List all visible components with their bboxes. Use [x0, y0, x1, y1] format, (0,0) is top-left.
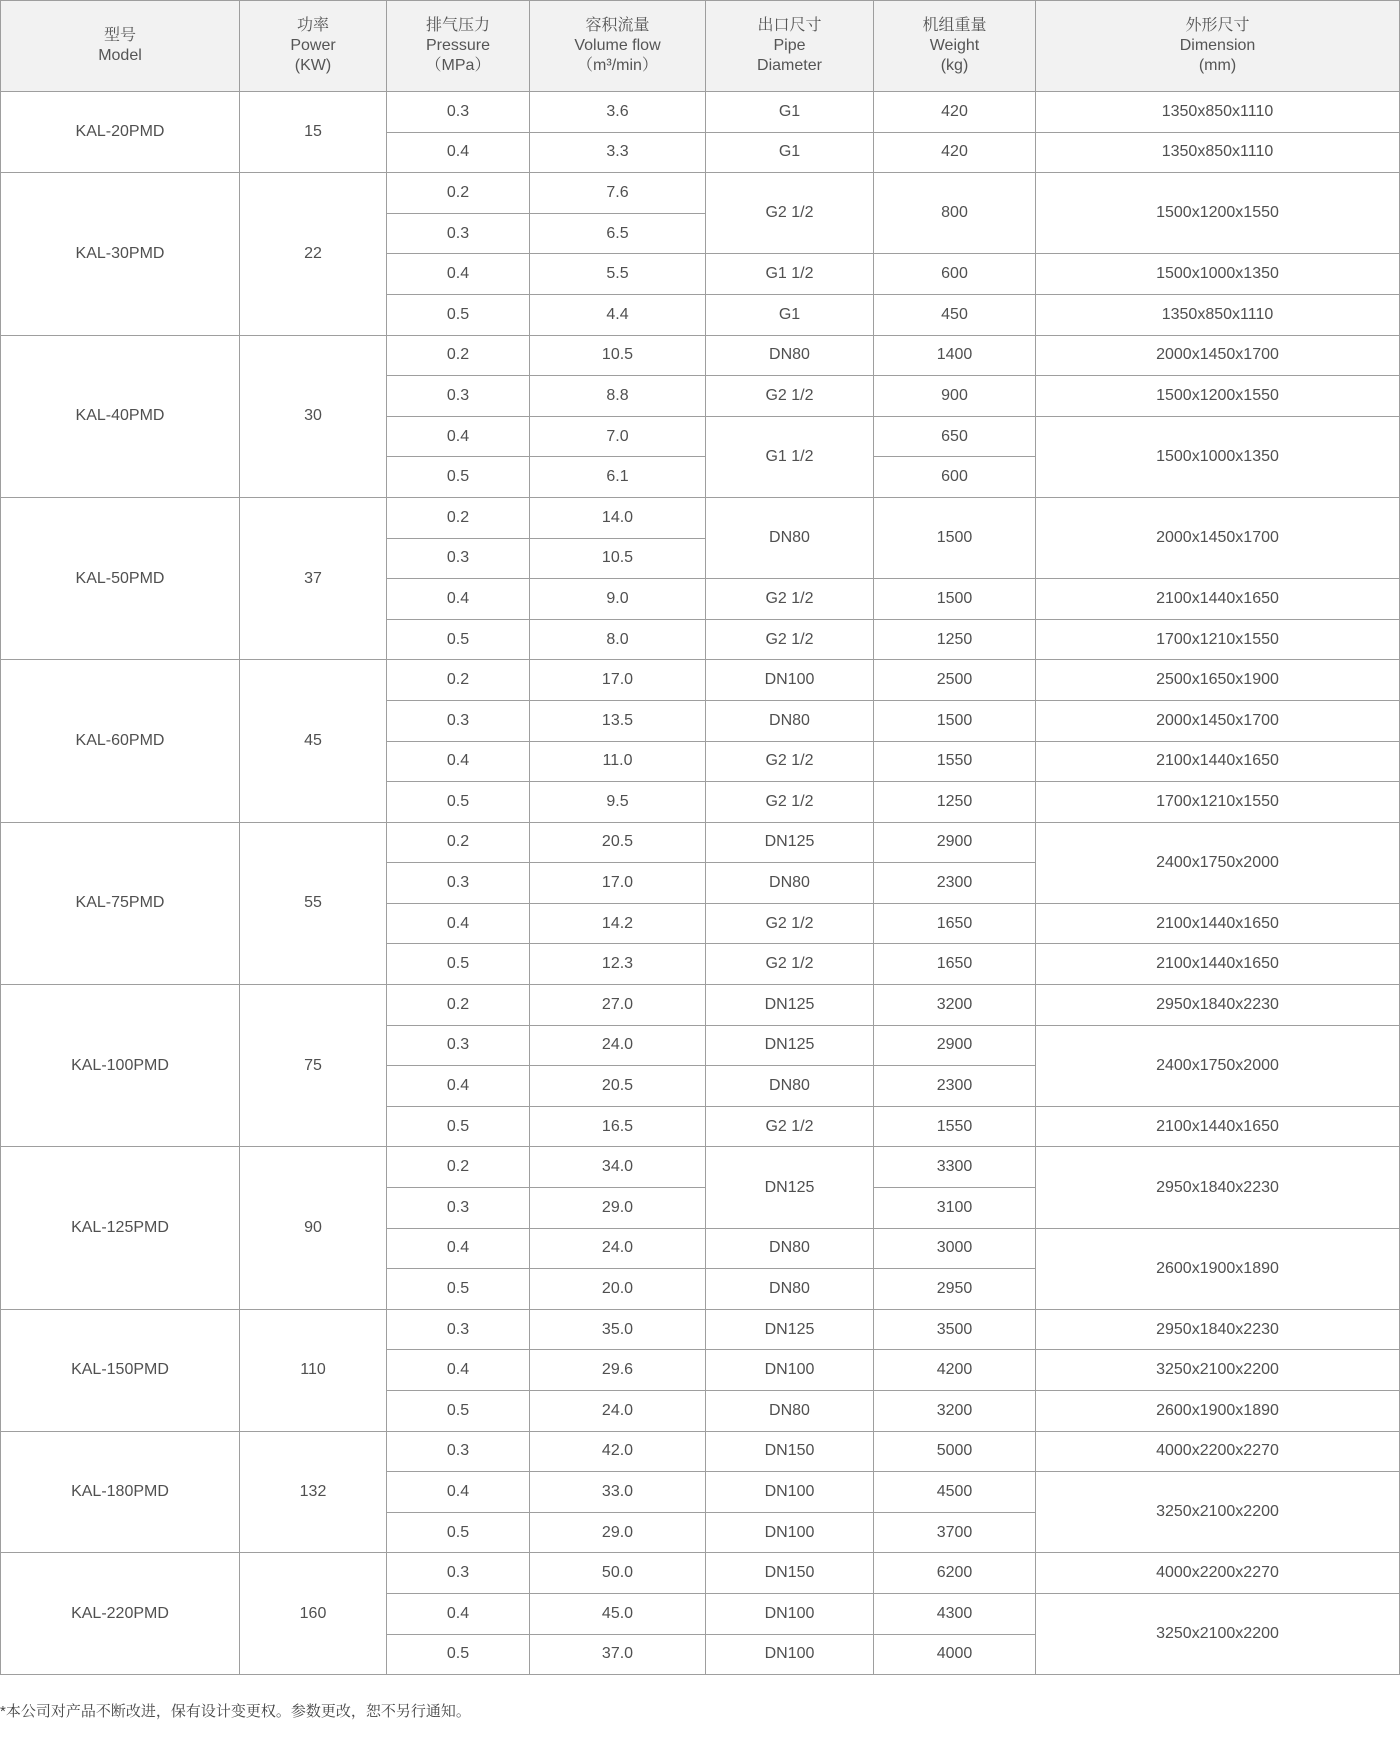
dimension-cell: 3250x2100x2200 — [1036, 1593, 1400, 1674]
weight-cell: 2300 — [874, 863, 1036, 904]
weight-cell: 1250 — [874, 782, 1036, 823]
table-row — [1, 1553, 1400, 1594]
weight-cell: 600 — [874, 254, 1036, 295]
dimension-cell: 2600x1900x1890 — [1036, 1228, 1400, 1309]
table-row — [1, 1431, 1400, 1472]
pressure-cell: 0.5 — [387, 944, 530, 985]
table-row — [1, 985, 1400, 1026]
flow-cell: 6.1 — [530, 457, 706, 498]
weight-cell: 1500 — [874, 497, 1036, 578]
pressure-cell: 0.3 — [387, 538, 530, 579]
pressure-cell: 0.2 — [387, 822, 530, 863]
flow-cell: 14.0 — [530, 497, 706, 538]
flow-cell: 7.6 — [530, 173, 706, 214]
dimension-cell: 3250x2100x2200 — [1036, 1472, 1400, 1553]
weight-cell: 3000 — [874, 1228, 1036, 1269]
dimension-cell: 2400x1750x2000 — [1036, 822, 1400, 903]
footnote: *本公司对产品不断改进，保有设计变更权。参数更改，恕不另行通知。 — [0, 1703, 471, 1720]
table-row — [1, 1147, 1400, 1188]
pipe-cell: DN80 — [706, 335, 874, 376]
pressure-cell: 0.5 — [387, 457, 530, 498]
pressure-cell: 0.3 — [387, 376, 530, 417]
pipe-cell: DN125 — [706, 1025, 874, 1066]
pipe-cell: DN100 — [706, 1634, 874, 1675]
dimension-cell: 1350x850x1110 — [1036, 132, 1400, 173]
weight-cell: 1550 — [874, 741, 1036, 782]
pipe-cell: DN125 — [706, 985, 874, 1026]
pressure-cell: 0.3 — [387, 863, 530, 904]
flow-cell: 24.0 — [530, 1025, 706, 1066]
pipe-cell: G1 — [706, 294, 874, 335]
pressure-cell: 0.3 — [387, 1188, 530, 1229]
pipe-cell: DN80 — [706, 497, 874, 578]
flow-cell: 4.4 — [530, 294, 706, 335]
pressure-cell: 0.5 — [387, 1269, 530, 1310]
dimension-cell: 1700x1210x1550 — [1036, 619, 1400, 660]
dimension-cell: 2000x1450x1700 — [1036, 335, 1400, 376]
model-cell: KAL-20PMD — [1, 92, 240, 173]
flow-cell: 14.2 — [530, 903, 706, 944]
dimension-cell: 2950x1840x2230 — [1036, 1309, 1400, 1350]
weight-cell: 4000 — [874, 1634, 1036, 1675]
model-cell: KAL-125PMD — [1, 1147, 240, 1309]
weight-cell: 3500 — [874, 1309, 1036, 1350]
flow-cell: 29.6 — [530, 1350, 706, 1391]
model-cell: KAL-75PMD — [1, 822, 240, 984]
weight-cell: 2300 — [874, 1066, 1036, 1107]
pressure-cell: 0.2 — [387, 173, 530, 214]
flow-cell: 33.0 — [530, 1472, 706, 1513]
flow-cell: 9.0 — [530, 579, 706, 620]
weight-cell: 420 — [874, 132, 1036, 173]
weight-cell: 600 — [874, 457, 1036, 498]
dimension-cell: 2100x1440x1650 — [1036, 903, 1400, 944]
weight-cell: 4500 — [874, 1472, 1036, 1513]
weight-cell: 3100 — [874, 1188, 1036, 1229]
weight-cell: 3700 — [874, 1512, 1036, 1553]
pipe-cell: G2 1/2 — [706, 741, 874, 782]
pressure-cell: 0.3 — [387, 213, 530, 254]
pressure-cell: 0.4 — [387, 903, 530, 944]
dimension-cell: 2950x1840x2230 — [1036, 1147, 1400, 1228]
table-row — [1, 335, 1400, 376]
pressure-cell: 0.4 — [387, 741, 530, 782]
pipe-cell: DN125 — [706, 822, 874, 863]
pipe-cell: DN80 — [706, 1228, 874, 1269]
dimension-cell: 2000x1450x1700 — [1036, 700, 1400, 741]
pipe-cell: G2 1/2 — [706, 944, 874, 985]
pressure-cell: 0.3 — [387, 1431, 530, 1472]
pressure-cell: 0.5 — [387, 1634, 530, 1675]
model-cell: KAL-180PMD — [1, 1431, 240, 1553]
flow-cell: 8.0 — [530, 619, 706, 660]
pressure-cell: 0.3 — [387, 1309, 530, 1350]
pressure-cell: 0.2 — [387, 660, 530, 701]
weight-cell: 650 — [874, 416, 1036, 457]
flow-cell: 37.0 — [530, 1634, 706, 1675]
pressure-cell: 0.2 — [387, 985, 530, 1026]
dimension-cell: 2600x1900x1890 — [1036, 1391, 1400, 1432]
pressure-cell: 0.4 — [387, 1472, 530, 1513]
dimension-cell: 3250x2100x2200 — [1036, 1350, 1400, 1391]
header-model: 型号 Model — [1, 1, 240, 92]
pipe-cell: DN100 — [706, 1593, 874, 1634]
pipe-cell: DN80 — [706, 1391, 874, 1432]
dimension-cell: 1350x850x1110 — [1036, 294, 1400, 335]
header-power: 功率 Power (KW) — [240, 1, 387, 92]
pipe-cell: DN100 — [706, 660, 874, 701]
flow-cell: 27.0 — [530, 985, 706, 1026]
power-cell: 132 — [240, 1431, 387, 1553]
weight-cell: 4200 — [874, 1350, 1036, 1391]
power-cell: 37 — [240, 497, 387, 659]
pipe-cell: DN80 — [706, 700, 874, 741]
flow-cell: 50.0 — [530, 1553, 706, 1594]
power-cell: 45 — [240, 660, 387, 822]
pipe-cell: G1 — [706, 92, 874, 133]
model-cell: KAL-100PMD — [1, 985, 240, 1147]
pipe-cell: G2 1/2 — [706, 376, 874, 417]
weight-cell: 450 — [874, 294, 1036, 335]
dimension-cell: 4000x2200x2270 — [1036, 1431, 1400, 1472]
weight-cell: 2500 — [874, 660, 1036, 701]
weight-cell: 1550 — [874, 1106, 1036, 1147]
flow-cell: 35.0 — [530, 1309, 706, 1350]
dimension-cell: 2100x1440x1650 — [1036, 741, 1400, 782]
pressure-cell: 0.2 — [387, 335, 530, 376]
header-weight: 机组重量 Weight (kg) — [874, 1, 1036, 92]
weight-cell: 5000 — [874, 1431, 1036, 1472]
pipe-cell: DN80 — [706, 863, 874, 904]
power-cell: 30 — [240, 335, 387, 497]
pipe-cell: G2 1/2 — [706, 579, 874, 620]
pipe-cell: G1 1/2 — [706, 416, 874, 497]
pressure-cell: 0.3 — [387, 700, 530, 741]
pressure-cell: 0.3 — [387, 1553, 530, 1594]
model-cell: KAL-60PMD — [1, 660, 240, 822]
pressure-cell: 0.5 — [387, 1391, 530, 1432]
table-row — [1, 660, 1400, 701]
weight-cell: 900 — [874, 376, 1036, 417]
pressure-cell: 0.4 — [387, 1066, 530, 1107]
flow-cell: 10.5 — [530, 335, 706, 376]
weight-cell: 1650 — [874, 944, 1036, 985]
weight-cell: 3200 — [874, 985, 1036, 1026]
weight-cell: 3200 — [874, 1391, 1036, 1432]
pressure-cell: 0.4 — [387, 579, 530, 620]
flow-cell: 20.5 — [530, 822, 706, 863]
pipe-cell: G2 1/2 — [706, 903, 874, 944]
power-cell: 160 — [240, 1553, 387, 1675]
power-cell: 110 — [240, 1309, 387, 1431]
pipe-cell: DN80 — [706, 1269, 874, 1310]
pipe-cell: DN125 — [706, 1309, 874, 1350]
weight-cell: 1400 — [874, 335, 1036, 376]
dimension-cell: 1500x1200x1550 — [1036, 173, 1400, 254]
weight-cell: 3300 — [874, 1147, 1036, 1188]
dimension-cell: 2000x1450x1700 — [1036, 497, 1400, 578]
dimension-cell: 2950x1840x2230 — [1036, 985, 1400, 1026]
pipe-cell: G2 1/2 — [706, 782, 874, 823]
model-cell: KAL-30PMD — [1, 173, 240, 335]
flow-cell: 29.0 — [530, 1188, 706, 1229]
dimension-cell: 1500x1000x1350 — [1036, 416, 1400, 497]
pressure-cell: 0.2 — [387, 497, 530, 538]
flow-cell: 13.5 — [530, 700, 706, 741]
pressure-cell: 0.5 — [387, 619, 530, 660]
pressure-cell: 0.4 — [387, 254, 530, 295]
weight-cell: 1500 — [874, 579, 1036, 620]
pressure-cell: 0.2 — [387, 1147, 530, 1188]
power-cell: 90 — [240, 1147, 387, 1309]
flow-cell: 45.0 — [530, 1593, 706, 1634]
pressure-cell: 0.3 — [387, 92, 530, 133]
power-cell: 75 — [240, 985, 387, 1147]
dimension-cell: 4000x2200x2270 — [1036, 1553, 1400, 1594]
flow-cell: 24.0 — [530, 1391, 706, 1432]
pipe-cell: DN100 — [706, 1472, 874, 1513]
table-body — [1, 92, 1400, 1675]
dimension-cell: 2100x1440x1650 — [1036, 1106, 1400, 1147]
pipe-cell: DN100 — [706, 1512, 874, 1553]
weight-cell: 2950 — [874, 1269, 1036, 1310]
header-pipe-diameter: 出口尺寸 Pipe Diameter — [706, 1, 874, 92]
model-cell: KAL-150PMD — [1, 1309, 240, 1431]
pressure-cell: 0.5 — [387, 294, 530, 335]
dimension-cell: 2100x1440x1650 — [1036, 944, 1400, 985]
flow-cell: 3.6 — [530, 92, 706, 133]
dimension-cell: 2500x1650x1900 — [1036, 660, 1400, 701]
flow-cell: 10.5 — [530, 538, 706, 579]
dimension-cell: 1700x1210x1550 — [1036, 782, 1400, 823]
flow-cell: 12.3 — [530, 944, 706, 985]
pressure-cell: 0.4 — [387, 1593, 530, 1634]
pipe-cell: G1 — [706, 132, 874, 173]
table-row — [1, 497, 1400, 538]
flow-cell: 17.0 — [530, 660, 706, 701]
table-row — [1, 92, 1400, 133]
flow-cell: 5.5 — [530, 254, 706, 295]
table-row — [1, 822, 1400, 863]
pipe-cell: G2 1/2 — [706, 619, 874, 660]
model-cell: KAL-40PMD — [1, 335, 240, 497]
flow-cell: 8.8 — [530, 376, 706, 417]
flow-cell: 6.5 — [530, 213, 706, 254]
flow-cell: 29.0 — [530, 1512, 706, 1553]
flow-cell: 16.5 — [530, 1106, 706, 1147]
flow-cell: 24.0 — [530, 1228, 706, 1269]
flow-cell: 34.0 — [530, 1147, 706, 1188]
pressure-cell: 0.4 — [387, 416, 530, 457]
flow-cell: 3.3 — [530, 132, 706, 173]
model-cell: KAL-220PMD — [1, 1553, 240, 1675]
pressure-cell: 0.5 — [387, 782, 530, 823]
pressure-cell: 0.4 — [387, 1228, 530, 1269]
pipe-cell: DN150 — [706, 1431, 874, 1472]
table-row — [1, 173, 1400, 214]
pipe-cell: DN125 — [706, 1147, 874, 1228]
flow-cell: 42.0 — [530, 1431, 706, 1472]
header-pressure: 排气压力 Pressure （MPa） — [387, 1, 530, 92]
pressure-cell: 0.3 — [387, 1025, 530, 1066]
power-cell: 55 — [240, 822, 387, 984]
pipe-cell: G2 1/2 — [706, 1106, 874, 1147]
weight-cell: 2900 — [874, 822, 1036, 863]
flow-cell: 11.0 — [530, 741, 706, 782]
power-cell: 15 — [240, 92, 387, 173]
dimension-cell: 2100x1440x1650 — [1036, 579, 1400, 620]
pipe-cell: DN100 — [706, 1350, 874, 1391]
flow-cell: 9.5 — [530, 782, 706, 823]
dimension-cell: 1350x850x1110 — [1036, 92, 1400, 133]
flow-cell: 17.0 — [530, 863, 706, 904]
pipe-cell: DN150 — [706, 1553, 874, 1594]
weight-cell: 6200 — [874, 1553, 1036, 1594]
pressure-cell: 0.4 — [387, 132, 530, 173]
flow-cell: 7.0 — [530, 416, 706, 457]
pipe-cell: DN80 — [706, 1066, 874, 1107]
header-row — [1, 1, 1400, 92]
weight-cell: 1250 — [874, 619, 1036, 660]
dimension-cell: 1500x1200x1550 — [1036, 376, 1400, 417]
weight-cell: 4300 — [874, 1593, 1036, 1634]
pressure-cell: 0.5 — [387, 1512, 530, 1553]
header-volume-flow: 容积流量 Volume flow （m³/min） — [530, 1, 706, 92]
header-dimension: 外形尺寸 Dimension (mm) — [1036, 1, 1400, 92]
pipe-cell: G2 1/2 — [706, 173, 874, 254]
power-cell: 22 — [240, 173, 387, 335]
table-row — [1, 1309, 1400, 1350]
weight-cell: 1650 — [874, 903, 1036, 944]
dimension-cell: 2400x1750x2000 — [1036, 1025, 1400, 1106]
weight-cell: 1500 — [874, 700, 1036, 741]
weight-cell: 800 — [874, 173, 1036, 254]
model-cell: KAL-50PMD — [1, 497, 240, 659]
dimension-cell: 1500x1000x1350 — [1036, 254, 1400, 295]
weight-cell: 2900 — [874, 1025, 1036, 1066]
pipe-cell: G1 1/2 — [706, 254, 874, 295]
pressure-cell: 0.5 — [387, 1106, 530, 1147]
weight-cell: 420 — [874, 92, 1036, 133]
flow-cell: 20.5 — [530, 1066, 706, 1107]
flow-cell: 20.0 — [530, 1269, 706, 1310]
pressure-cell: 0.4 — [387, 1350, 530, 1391]
